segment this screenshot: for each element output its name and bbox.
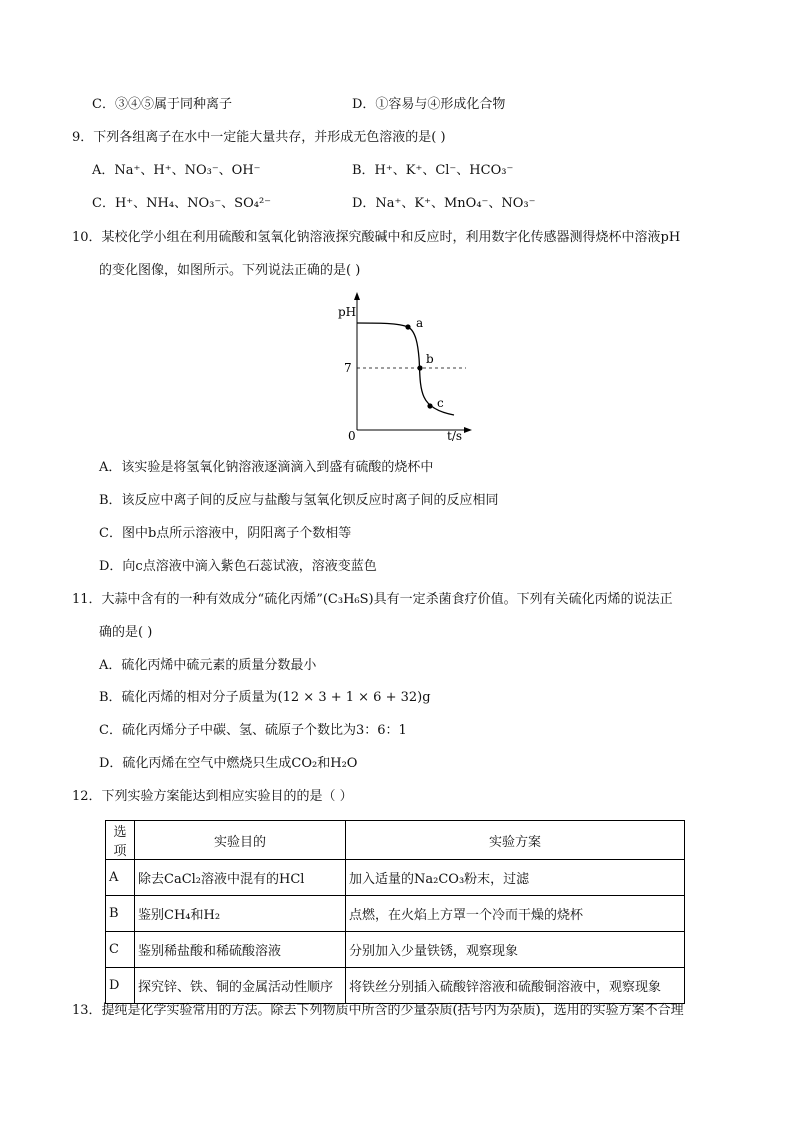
q11-option-c: C．硫化丙烯分子中碳、氢、硫原子个数比为3：6：1 (99, 723, 407, 738)
table-cell-purpose: 探究锌、铁、铜的金属活动性顺序 (135, 968, 346, 1004)
origin-label: 0 (348, 429, 356, 443)
q10-stem-line2: 的变化图像，如图所示。下列说法正确的是( ) (99, 263, 361, 278)
table-cell-plan: 点燃，在火焰上方罩一个冷而干燥的烧杯 (346, 896, 685, 932)
q9-stem: 9．下列各组离子在水中一定能大量共存，并形成无色溶液的是( ) (72, 130, 446, 145)
ph-graph (330, 290, 480, 450)
q10-option-c: C．图中b点所示溶液中，阴阳离子个数相等 (99, 526, 352, 541)
table-cell-plan: 将铁丝分别插入硫酸锌溶液和硫酸铜溶液中，观察现象 (346, 968, 685, 1004)
q10-stem-line1: 10．某校化学小组在利用硫酸和氢氧化钠溶液探究酸碱中和反应时，利用数字化传感器测得烧杯中溶液pH (72, 230, 681, 245)
q11-stem-line2: 确的是( ) (99, 625, 153, 640)
x-axis-arrow-icon (464, 427, 472, 433)
q12-table (105, 820, 685, 1004)
table-cell-purpose: 鉴别稀盐酸和稀硫酸溶液 (135, 932, 346, 968)
q11-stem-line1: 11．大蒜中含有的一种有效成分“硫化丙烯”(C₃H₆S)具有一定杀菌食疗价值。下列有关硫化丙烯的说法正 (72, 592, 673, 607)
q13-stem: 13．提纯是化学实验常用的方法。除去下列物质中所含的少量杂质(括号内为杂质)，选用的实验方案不合理 (72, 1003, 684, 1018)
table-header-purpose: 实验目的 (135, 821, 346, 860)
q9-option-b: B．H⁺、K⁺、Cl⁻、HCO₃⁻ (352, 163, 514, 178)
ph-seven-label: 7 (344, 361, 352, 375)
table-cell-option: D (106, 968, 135, 1004)
point-c-label: c (437, 396, 444, 410)
table-row (106, 968, 685, 1004)
q9-option-d: D．Na⁺、K⁺、MnO₄⁻、NO₃⁻ (352, 196, 536, 211)
table-cell-option: C (106, 932, 135, 968)
q10-option-b: B．该反应中离子间的反应与盐酸与氢氧化钡反应时离子间的反应相同 (99, 493, 499, 508)
q10-option-a: A．该实验是将氢氧化钠溶液逐滴滴入到盛有硫酸的烧杯中 (99, 460, 434, 475)
q11-option-a: A．硫化丙烯中硫元素的质量分数最小 (99, 658, 317, 673)
point-a-marker (405, 324, 410, 329)
y-axis-label: pH (338, 305, 357, 319)
table-header-row (106, 821, 685, 860)
q8-option-c: C．③④⑤属于同种离子 (92, 97, 232, 112)
q8-option-d: D．①容易与④形成化合物 (352, 97, 506, 112)
table-header-plan: 实验方案 (346, 821, 685, 860)
point-c-marker (427, 403, 432, 408)
table-cell-purpose: 鉴别CH₄和H₂ (135, 896, 346, 932)
table-row (106, 896, 685, 932)
point-a-label: a (416, 316, 424, 330)
q12-stem: 12．下列实验方案能达到相应实验目的的是（ ） (72, 789, 353, 804)
q11-option-b: B．硫化丙烯的相对分子质量为(12 × 3 + 1 × 6 + 32)g (99, 690, 431, 705)
table-cell-option: A (106, 860, 135, 896)
point-b-label: b (426, 352, 434, 366)
point-b-marker (417, 365, 422, 370)
table-row (106, 932, 685, 968)
q10-option-d: D．向c点溶液中滴入紫色石蕊试液，溶液变蓝色 (99, 559, 377, 574)
table-header-option: 选项 (106, 821, 135, 860)
table-cell-plan: 分别加入少量铁锈，观察现象 (346, 932, 685, 968)
table-cell-option: B (106, 896, 135, 932)
q9-option-a: A．Na⁺、H⁺、NO₃⁻、OH⁻ (92, 163, 261, 178)
x-axis-label: t/s (447, 429, 463, 443)
q9-option-c: C．H⁺、NH₄、NO₃⁻、SO₄²⁻ (92, 196, 272, 211)
q11-option-d: D．硫化丙烯在空气中燃烧只生成CO₂和H₂O (99, 756, 358, 771)
table-row (106, 860, 685, 896)
y-axis-arrow-icon (354, 292, 360, 300)
table-cell-plan: 加入适量的Na₂CO₃粉末，过滤 (346, 860, 685, 896)
table-cell-purpose: 除去CaCl₂溶液中混有的HCl (135, 860, 346, 896)
